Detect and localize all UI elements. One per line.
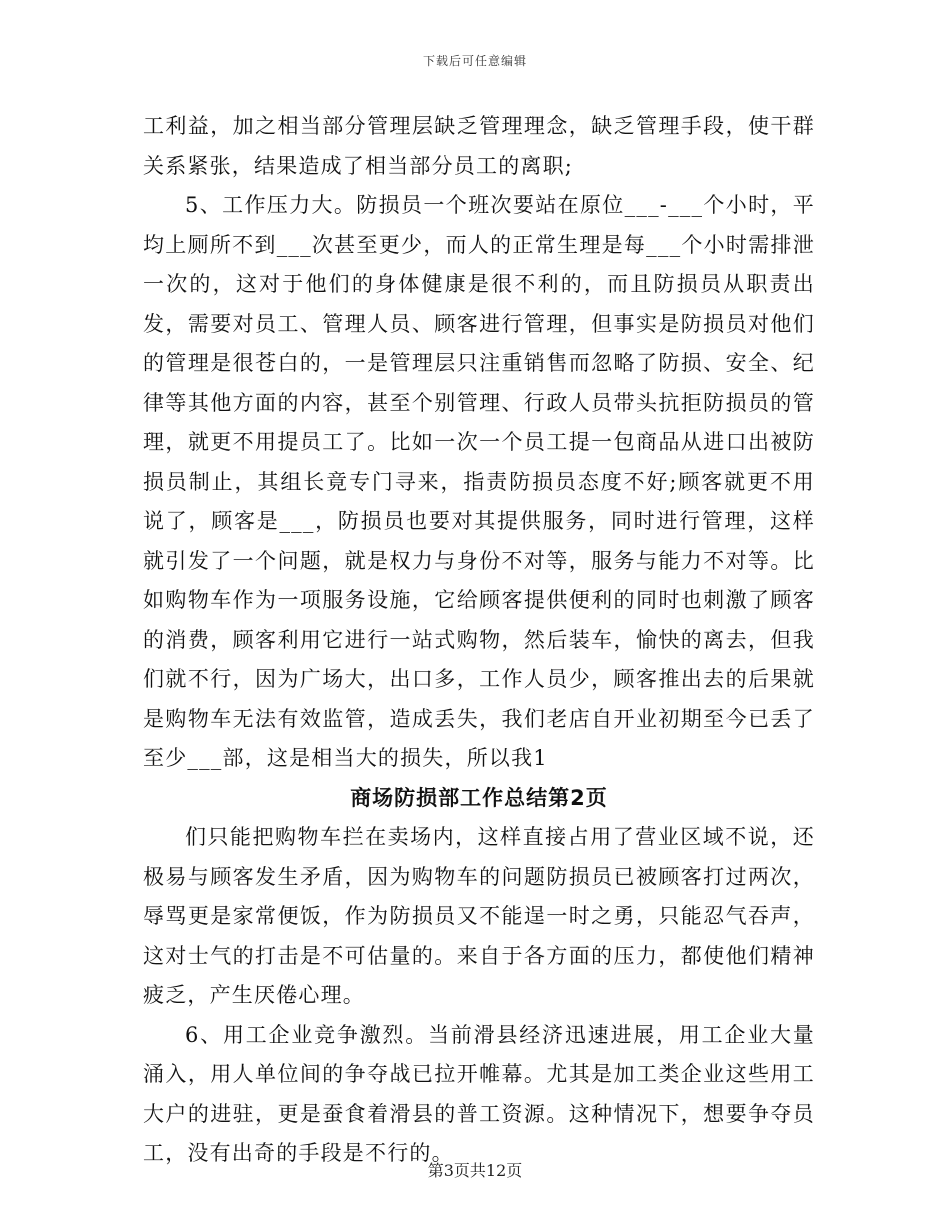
page-number: 第3页共12页: [427, 1161, 523, 1180]
paragraph-shopping-cart: 们只能把购物车拦在卖场内，这样直接占用了营业区域不说，还极易与顾客发生矛盾，因为购物车的问题防损员已被顾客打过两次，辱骂更是家常便饭，作为防损员又不能逞一时之勇，只能忍气吞声，这对士气的打击是不可估量的。来自于各方面的压力，都使他们精神疲乏，产生厌倦心理。: [143, 825, 815, 1007]
section-title: 商场防损部工作总结第2页: [350, 785, 608, 810]
header-note: 下载后可任意编辑: [422, 54, 527, 68]
document-body: [143, 107, 815, 1174]
paragraph-work-pressure: 5、工作压力大。防损员一个班次要站在原位___-___个小时，平均上厕所不到___次甚至更少，而人的正常生理是每___个小时需排泄一次的，这对于他们的身体健康是很不利的，而且防损员从职责出发，需要对员工、管理人员、顾客进行管理，但事实是防损员对他们的管理是很苍白的，一是管理层只注重销售而忽略了防损、安全、纪律等其他方面的内容，甚至个别管理、行政人员带头抗拒防损员的管理，就更不用提员工了。比如一次一个员工提一包商品从进口出被防损员制止，其组长竟专门寻来，指责防损员态度不好;顾客就更不用说了，顾客是___，防损员也要对其提供服务，同时进行管理，这样就引发了一个问题，就是权力与身份不对等，服务与能力不对等。比如购物车作为一项服务设施，它给顾客提供便利的同时也刺激了顾客的消费，顾客利用它进行一站式购物，然后装车，愉快的离去，但我们就不行，因为广场大，出口多，工作人员少，顾客推出去的后果就是购物车无法有效监管，造成丢失，我们老店自开业初期至今已丢了至少___部，这是相当大的损失，所以我1: [143, 193, 815, 770]
paragraph-continuation: 工利益，加之相当部分管理层缺乏管理理念，缺乏管理手段，使干群关系紧张，结果造成了相当部分员工的离职;: [143, 114, 815, 178]
paragraph-competition: 6、用工企业竞争激烈。当前滑县经济迅速进展，用工企业大量涌入，用人单位间的争夺战已拉开帷幕。尤其是加工类企业这些用工大户的进驻，更是蚕食着滑县的普工资源。这种情况下，想要争夺员工，没有出奇的手段是不行的。: [143, 1022, 815, 1165]
